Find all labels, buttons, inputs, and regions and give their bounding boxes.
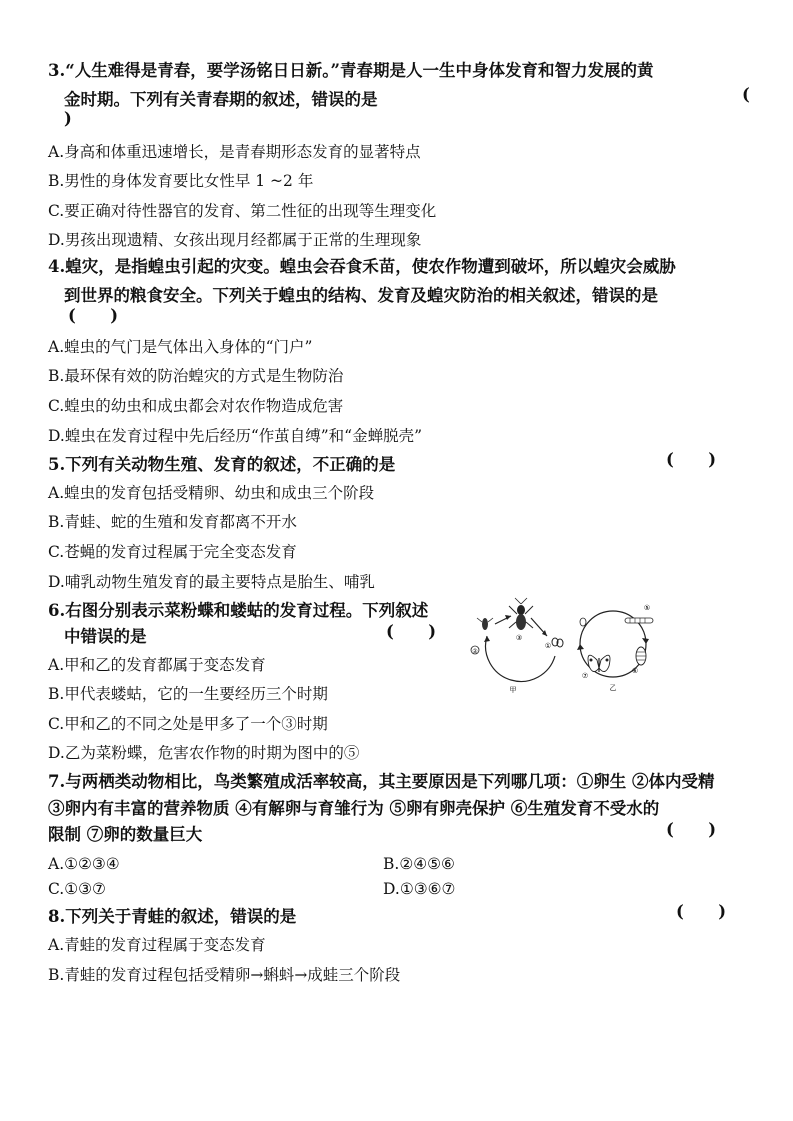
- mole-cricket-adult-icon: [509, 598, 533, 630]
- svg-text:③: ③: [515, 634, 523, 642]
- cycle-jia: [471, 598, 563, 694]
- question-4-line2: 到世界的粮食安全。下列关于蝗虫的结构、发育及蝗灾防治的相关叙述，错误的是: [64, 286, 658, 305]
- question-3-line1: 3.“人生难得是青春，要学汤铭日日新。”青春期是人一生中身体发育和智力发展的黄: [48, 61, 654, 80]
- q3-option-b[interactable]: B.男性的身体发育要比女性早 1 ~2 年: [48, 172, 314, 190]
- q7-option-c[interactable]: C.①③⑦: [48, 880, 106, 898]
- svg-text:⑥: ⑥: [631, 667, 639, 675]
- question-4-paren: ( ): [68, 306, 119, 325]
- q8-option-a[interactable]: A.青蛙的发育过程属于变态发育: [48, 936, 266, 954]
- q3-option-d[interactable]: D.男孩出现遗精、女孩出现月经都属于正常的生理现象: [48, 231, 422, 249]
- question-3-paren-close: ): [64, 109, 72, 128]
- svg-text:①: ①: [544, 642, 552, 650]
- svg-text:⑤: ⑤: [643, 604, 651, 612]
- q5-option-b[interactable]: B.青蛙、蛇的生殖和发育都离不开水: [48, 513, 297, 531]
- q3-option-c[interactable]: C.要正确对待性器官的发育、第二性征的出现等生理变化: [48, 202, 437, 220]
- butterfly-icon: [588, 655, 610, 672]
- q5-option-c[interactable]: C.苍蝇的发育过程属于完全变态发育: [48, 543, 297, 561]
- q6-option-d[interactable]: D.乙为菜粉蝶，危害农作物的时期为图中的⑤: [48, 744, 360, 762]
- question-3: [48, 56, 748, 85]
- q4-option-c[interactable]: C.蝗虫的幼虫和成虫都会对农作物造成危害: [48, 397, 344, 415]
- question-7-line2: ③卵内有丰富的营养物质 ④有解卵与育雏行为 ⑤卵有卵壳保护 ⑥生殖发育不受水的: [48, 799, 660, 818]
- q4-option-a[interactable]: A.蝗虫的气门是气体出入身体的“门户”: [48, 338, 313, 356]
- question-6-line1: 6.右图分别表示菜粉蝶和蝼蛄的发育过程。下列叙述: [48, 601, 429, 620]
- q3-option-a[interactable]: A.身高和体重迅速增长，是青春期形态发育的显著特点: [48, 143, 421, 161]
- question-6-line2: 中错误的是: [64, 627, 147, 646]
- question-7-line1: 7.与两栖类动物相比，鸟类繁殖成活率较高，其主要原因是下列哪几项：①卵生 ②体内受精: [48, 772, 715, 791]
- question-4-line1: 4.蝗灾，是指蝗虫引起的灾变。蝗虫会吞食禾苗，使农作物遭到破坏，所以蝗灾会威胁: [48, 257, 676, 276]
- svg-text:⑦: ⑦: [581, 672, 589, 680]
- q7-option-b[interactable]: B.②④⑤⑥: [383, 855, 455, 873]
- question-3-line2: 金时期。下列有关青春期的叙述，错误的是: [64, 90, 378, 109]
- question-5-line1: 5.下列有关动物生殖、发育的叙述，不正确的是: [48, 455, 396, 474]
- question-3-paren-open: (: [742, 85, 750, 104]
- q7-option-a[interactable]: A.①②③④: [48, 855, 120, 873]
- q7-option-d[interactable]: D.①③⑥⑦: [383, 880, 456, 898]
- cycle-yi: [577, 604, 653, 692]
- q6-option-a[interactable]: A.甲和乙的发育都属于变态发育: [48, 656, 266, 674]
- question-8-paren: ( ): [676, 902, 727, 921]
- mole-cricket-nymph-icon: [477, 618, 493, 630]
- eggs-icon: [552, 638, 563, 647]
- q6-option-c[interactable]: C.甲和乙的不同之处是甲多了一个③时期: [48, 715, 328, 733]
- question-5-paren: ( ): [666, 450, 717, 469]
- q4-option-d[interactable]: D.蝗虫在发育过程中先后经历“作茧自缚”和“金蝉脱壳”: [48, 427, 423, 445]
- figure-label-yi: 乙: [609, 684, 617, 692]
- question-7-paren: ( ): [666, 820, 717, 839]
- question-7-line3: 限制 ⑦卵的数量巨大: [48, 825, 203, 844]
- q5-option-d[interactable]: D.哺乳动物生殖发育的最主要特点是胎生、哺乳: [48, 573, 375, 591]
- question-6-paren: ( ): [386, 622, 437, 641]
- question-8-line1: 8.下列关于青蛙的叙述，错误的是: [48, 907, 297, 926]
- pupa-icon: [636, 647, 646, 665]
- caterpillar-icon: [625, 618, 653, 623]
- q5-option-a[interactable]: A.蝗虫的发育包括受精卵、幼虫和成虫三个阶段: [48, 484, 375, 502]
- svg-text:②: ②: [472, 648, 478, 655]
- q6-option-b[interactable]: B.甲代表蝼蛄，它的一生要经历三个时期: [48, 685, 328, 703]
- figure-label-jia: 甲: [509, 686, 517, 694]
- q4-option-b[interactable]: B.最环保有效的防治蝗灾的方式是生物防治: [48, 367, 344, 385]
- q8-option-b[interactable]: B.青蛙的发育过程包括受精卵→蝌蚪→成蛙三个阶段: [48, 966, 401, 984]
- insect-development-figure: [465, 596, 675, 696]
